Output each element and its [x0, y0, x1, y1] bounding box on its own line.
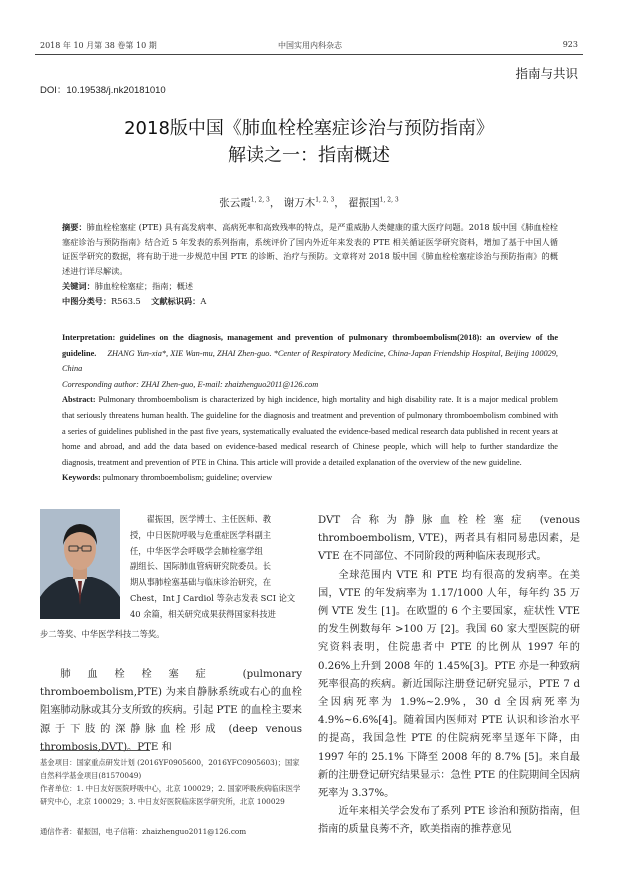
abstract-text: 肺血栓栓塞症 (PTE) 具有高发病率、高病死率和高致残率的特点，是严重威胁人类健康的重大医疗问题。2018 版中国《肺血栓栓塞症诊治与预防指南》结合近 5 年发表的系列指南，系统评价了国内外近年来发表的 PTE 相关循证医学研究资料，增加了基于中国人循证医学研究的数据，将有助于进一步规范中国 PTE 的诊断、治疗与预防。文章将对 2018 版中国《肺血栓栓塞症诊治与预防指南》的概述进行详尽解读。: [62, 222, 558, 277]
english-abstract-text: Pulmonary thromboembolism is characterized by high incidence, high mortality and high disability rate. It is a major medical problem that seriously threatens human health. The guideline for the diagnosis and treatment and prevention of pulmonary thromboembolism combined with a series of guidelines published in the past five years, systematically evaluated the evidence-based medical research data published in recent years at home and abroad, and add the data based on evidence-based medical research of Chinese people, which will help to further standardize the diagnosis, treatment and prevention of PTE in China. This article will provide a detailed explanation of the overview of the new guideline.: [62, 395, 558, 467]
article-title-line1: 2018版中国《肺血栓栓塞症诊治与预防指南》: [124, 118, 494, 139]
right-column-body: [318, 512, 580, 840]
author-3: 翟振国: [348, 197, 380, 209]
author-1: 张云霞: [219, 197, 251, 209]
english-keywords: pulmonary thromboembolism; guideline; overview: [102, 473, 273, 483]
english-title: Interpretation: guidelines on the diagnosis, management and prevention of pulmonary thromboembolism(2018): an overview of the guideline.: [62, 333, 558, 358]
doc-code: A: [200, 295, 207, 306]
bio-line: 授，中日医院呼吸与危重症医学科副主: [130, 529, 272, 540]
bio-line: 副组长、国际肺血管病研究院委员。长: [130, 561, 272, 572]
paragraph-dvt: DVT 合称为静脉血栓栓塞症 (venous thromboembolism, VTE)，两者具有相同易患因素，是 VTE 在不同部位、不同阶段的两种临床表现形式。: [318, 515, 580, 563]
header-rule: [35, 54, 583, 55]
corresponding-author: Corresponding author: ZHAI Zhen-guo, E-mail: zhaizhenguo2011@126.com: [62, 379, 319, 389]
bio-line: 任，中华医学会呼吸学会肺栓塞学组: [130, 545, 263, 556]
bio-line: Chest，Int J Cardiol 等杂志发表 SCI 论文: [130, 592, 296, 603]
doc-code-label: 文献标识码：: [151, 295, 201, 306]
english-keywords-label: Keywords:: [62, 473, 101, 483]
intro-paragraph: 肺血栓栓塞症 (pulmonary thromboembolism,PTE) 为来自静脉系统或右心的血栓阻塞肺动脉或其分支所致的疾病。引起 PTE 的血栓主要来源于下肢的深静脉血栓形成 (deep venous thrombosis,DVT)。PTE 和: [40, 669, 302, 753]
abstract-label: 摘要：: [62, 222, 87, 232]
paragraph-epidemiology: 全球范围内 VTE 和 PTE 均有很高的发病率。在美国，VTE 的年发病率为 1.17/1000 人年，每年约 35 万例 VTE 发生 [1]。在欧盟的 6 个主要国家，症状性 VTE 的发生例数每年 >100 万 [2]。我国 60 家大型医院的研究资料表明，住院患者中 PTE 的比例从 1997 年的 0.26%上升到 2008 年的 1.45%[3]。PTE 亦是一种致病死率很高的疾病。新近国际注册登记研究显示，PTE 7 d 全因病死率为 1.9%~2.9%，30 d 全因病死率为 4.9%~6.6%[4]。随着国内医师对 PTE 认识和诊治水平的提高，我国急性 PTE 的住院病死率呈逐年下降，由 1997 年的 25.1% 下降至 2008 年的 8.7% [5]。来自最新的注册登记研究结果显示：急性 PTE 的住院期间全因病死率为 3.37%。: [318, 569, 580, 800]
running-header-journal: 中国实用内科杂志: [278, 41, 342, 50]
author-3-affil: 1, 2, 3: [379, 196, 399, 204]
chinese-abstract: [62, 220, 558, 308]
bio-line: 40 余篇，相关研究成果获得国家科技进: [130, 608, 276, 619]
authors: 张云霞$^{1, 2, 3}$， 谢万木$^{1, 2, 3}$， 翟振国$^{1, 2, 3}$: [219, 196, 399, 209]
section-tag: 指南与共识: [515, 66, 578, 81]
english-abstract-label: Abstract:: [62, 395, 96, 405]
author-1-affil: 1, 2, 3: [250, 196, 270, 204]
keywords-text: 肺血栓栓塞症；指南；概述: [94, 280, 194, 291]
article-title-line2: 解读之一：指南概述: [228, 145, 390, 166]
english-abstract: [62, 330, 558, 486]
fund-footnote: 基金项目：国家重点研发计划 (2016YF0905600，2016YFC0905603)；国家自然科学基金项目(81570049): [40, 758, 300, 780]
bio-last-line: 步二等奖、中华医学科技二等奖。: [40, 629, 165, 639]
author-2: 谢万木: [283, 197, 316, 209]
bio-line: 翟振国，医学博士、主任医师、教: [146, 514, 272, 524]
author-bio: [130, 512, 302, 623]
author-2-affil: 1, 2, 3: [315, 196, 335, 204]
keywords-label: 关键词：: [62, 280, 95, 291]
left-column-body: [40, 666, 302, 757]
class-number: R563.5: [111, 295, 141, 306]
bio-line: 期从事肺栓塞基础与临床诊治研究，在: [130, 577, 272, 588]
paragraph-guidelines: 近年来相关学会发布了系列 PTE 诊治和预防指南，但指南的质量良莠不齐，欧美指南的推荐意见: [318, 806, 580, 836]
doi[interactable]: DOI：10.19538/j.nk20181010: [40, 85, 166, 96]
contact-footnote: 通信作者：翟振国，电子信箱：zhaizhenguo2011@126.com: [40, 827, 247, 836]
page-number: 923: [562, 40, 578, 49]
running-header-left: 2018 年 10 月第 38 卷第 10 期: [40, 41, 157, 50]
class-number-label: 中图分类号：: [62, 295, 112, 306]
affiliation-footnote: 作者单位：1. 中日友好医院呼吸中心，北京 100029；2. 国家呼吸疾病临床医学研究中心，北京 100029；3. 中日友好医院临床医学研究所，北京 100029: [40, 784, 301, 806]
english-authors: ZHANG Yun-xia*, XIE Wan-mu, ZHAI Zhen-guo. *Center of Respiratory Medicine, China-Japan Friendship Hospital, Beijing 100029, China: [62, 348, 558, 374]
author-photo: [40, 509, 120, 619]
footnote-rule: [40, 750, 150, 751]
